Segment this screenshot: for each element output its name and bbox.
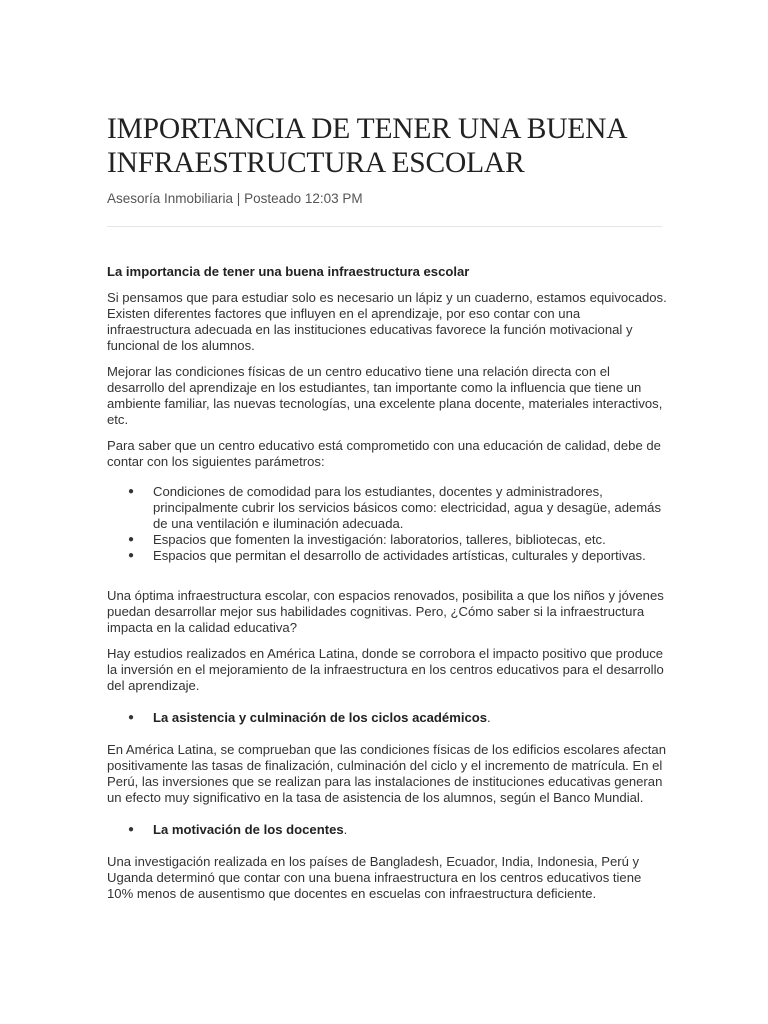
paragraph: Una investigación realizada en los países de Bangladesh, Ecuador, India, Indonesia, Perú y Uganda determinó que contar con una buena infraestructura en los centros educativos tiene 10% menos de ausentismo que docentes en escuelas con infraestructura deficiente.	[107, 854, 642, 901]
list-item-text: Condiciones de comodidad para los estudiantes, docentes y administradores, principalmente cubrir los servicios básicos como: electricidad, agua y desagüe, además de una ventilación e iluminación adecuada.	[153, 484, 661, 531]
article-title: IMPORTANCIA DE TENER UNA BUENA INFRAESTRUCTURA ESCOLAR	[107, 113, 626, 179]
paragraph: Mejorar las condiciones físicas de un centro educativo tiene una relación directa con el desarrollo del aprendizaje en los estudiantes, tan importante como la influencia que tiene un ambiente familiar, las nuevas tecnologías, una excelente plana docente, materiales interactivos, etc.	[107, 364, 663, 427]
feature-suffix: .	[487, 710, 491, 725]
paragraph: Hay estudios realizados en América Latina, donde se corrobora el impacto positivo que produce la inversión en el mejoramiento de la infraestructura en los centros educativos para el desarrollo del aprendizaje.	[107, 646, 664, 693]
bullet-icon: ●	[128, 824, 135, 835]
list-item	[107, 484, 667, 532]
bullet-icon: ●	[128, 534, 135, 545]
section-heading: La importancia de tener una buena infraestructura escolar	[107, 264, 470, 279]
bullet-icon: ●	[128, 486, 135, 497]
article-byline: Asesoría Inmobiliaria | Posteado 12:03 PM	[107, 191, 363, 206]
feature-title: La motivación de los docentes	[153, 822, 344, 837]
list-item	[107, 710, 667, 726]
list-item-text: Espacios que permitan el desarrollo de actividades artísticas, culturales y deportivas.	[153, 548, 646, 563]
feature-list	[107, 822, 667, 838]
paragraph: Para saber que un centro educativo está comprometido con una educación de calidad, debe de contar con los siguientes parámetros:	[107, 438, 661, 469]
bullet-icon: ●	[128, 712, 135, 723]
parameters-list	[107, 484, 667, 564]
list-item	[107, 532, 667, 548]
paragraph: Si pensamos que para estudiar solo es necesario un lápiz y un cuaderno, estamos equivocados. Existen diferentes factores que influyen en el aprendizaje, por eso contar con una infraestructura adecuada en las instituciones educativas favorece la función motivacional y funcional de los alumnos.	[107, 290, 667, 353]
paragraph: Una óptima infraestructura escolar, con espacios renovados, posibilita a que los niños y jóvenes puedan desarrollar mejor sus habilidades cognitivas. Pero, ¿Cómo saber si la infraestructura impacta en la calidad educativa?	[107, 588, 664, 635]
list-item	[107, 548, 667, 564]
feature-title: La asistencia y culminación de los ciclos académicos	[153, 710, 488, 725]
list-item	[107, 822, 667, 838]
divider	[107, 226, 662, 227]
list-item-text: Espacios que fomenten la investigación: laboratorios, talleres, bibliotecas, etc.	[153, 532, 606, 547]
paragraph: En América Latina, se comprueban que las condiciones físicas de los edificios escolares afectan positivamente las tasas de finalización, culminación del ciclo y el incremento de matrícula. En el Perú, las inversiones que se realizan para las instalaciones de instituciones educativas generan un efecto muy significativo en la tasa de asistencia de los alumnos, según el Banco Mundial.	[107, 742, 666, 805]
bullet-icon: ●	[128, 550, 135, 561]
feature-suffix: .	[343, 822, 348, 837]
article-body	[107, 264, 667, 912]
feature-list	[107, 710, 667, 726]
